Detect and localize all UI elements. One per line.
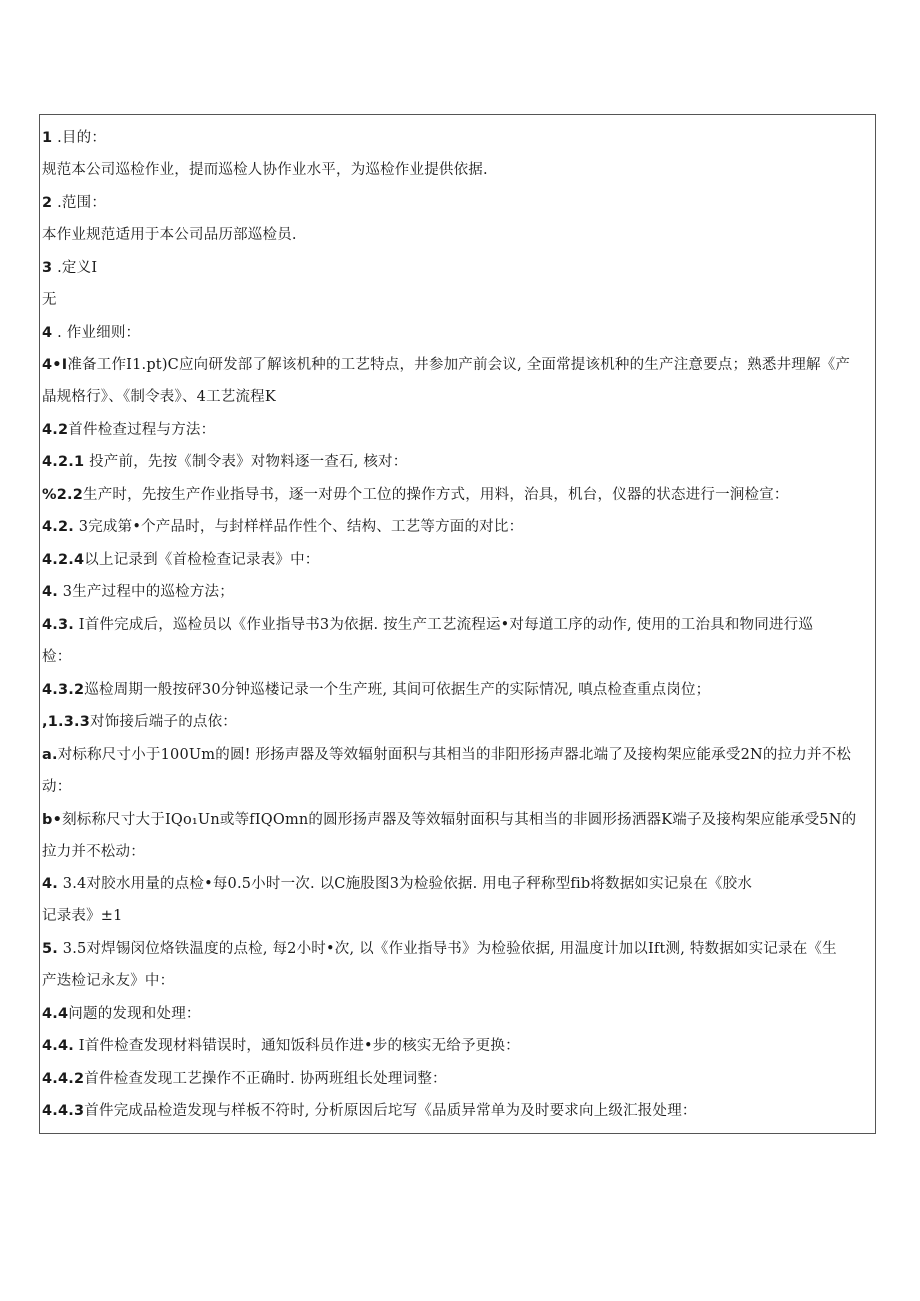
item-4-2-1: 4.2.1 投产前，先按《制令表》对物料逐一查石, 核对： <box>42 454 408 470</box>
item-4-4: 4.4问题的发现和处理： <box>42 1006 201 1022</box>
section-4-heading: 4 . 作业细则： <box>42 325 141 341</box>
item-4-4-3: 4.4.3首件完成品检造发现与样板不符时, 分析原因后坨写《品质异常单为及时要求向上级汇报处理： <box>42 1103 697 1119</box>
item-4-4-1: 4.4. I首件检查发现材料错误时，通知饭科员作进•步的核实无给予更换： <box>42 1038 520 1054</box>
item-4-3-1-cont: 检： <box>42 649 72 665</box>
item-4-2: 4.2首件检查过程与方法： <box>42 422 216 438</box>
item-a: a.对标称尺寸小于100Um的圆! 形扬声器及等效辐射面积与其相当的非阳形扬声器北端了及接构架应能承受2N的拉力并不松 <box>42 747 852 763</box>
item-4-1-cont: 晶规格行》、《制令表》、4工艺流程K <box>42 389 276 405</box>
section-3-body: 无 <box>42 292 57 308</box>
item-4-2-2: %2.2生产时，先按生产作业指导书，逐一对毋个工位的操作方式，用料，治具，机台，仪器的状态进行一涧检宣： <box>42 487 789 503</box>
item-4-3-4: 4. 3.4对胶水用量的点检•每0.5小时一次. 以C施股图3为检验依据. 用电子秤称型fib将数据如实记泉在《胶水 <box>42 876 753 892</box>
item-4-3-5-cont: 产迭检记永友》中： <box>42 973 175 989</box>
item-4-2-3: 4.2. 3完成第•个产品时，与封样样品作性个、结构、工艺等方面的对比： <box>42 519 524 535</box>
item-b-cont: 拉力并不松动： <box>42 844 145 860</box>
item-a-cont: 动： <box>42 779 72 795</box>
document-frame <box>39 114 876 1134</box>
item-b: b•刻标称尺寸大于IQo₁Un或等fIQOmn的圆形扬声器及等效辐射面积与其相当的非圆形扬洒器K端子及接构架应能承受5N的 <box>42 812 857 828</box>
item-4-3-1: 4.3. I首件完成后，巡检员以《作业指导书3为依据. 按生产工艺流程运•对每道工序的动作, 使用的工治具和物同进行巡 <box>42 617 814 633</box>
section-1-heading: 1 .目的： <box>42 130 107 146</box>
item-4-3-3: ,1.3.3对饰接后端子的点依： <box>42 714 237 730</box>
item-4-3: 4. 3生产过程中的巡检方法； <box>42 584 234 600</box>
item-4-3-5: 5. 3.5对焊锡闵位烙铁温度的点检, 每2小时•次, 以《作业指导书》为检验依据, 用温度计加以Ift测, 特数据如实记录在《生 <box>42 941 837 957</box>
section-3-heading: 3 .定义I <box>42 260 98 276</box>
section-1-body: 规范本公司巡检作业，提而巡检人协作业水平，为巡检作业提供依据. <box>42 162 488 178</box>
section-2-heading: 2 .范围： <box>42 195 107 211</box>
item-4-4-2: 4.4.2首件检查发现工艺操作不正确时. 协两班组长处理词整： <box>42 1071 447 1087</box>
item-4-3-4-cont: 记录表》±1 <box>42 908 123 924</box>
item-4-3-2: 4.3.2巡检周期一般按砰30分钟巡楼记录一个生产班, 其间可依据生产的实际情况, 嗔点检查重点岗位； <box>42 682 711 698</box>
section-2-body: 本作业规范适用于本公司品历部巡检员. <box>42 227 297 243</box>
item-4-2-4: 4.2.4以上记录到《首检检查记录表》中： <box>42 552 320 568</box>
item-4-1: 4•I准备工作I1.pt)C应向研发部了解该机种的工艺特点，井参加产前会议, 全面常提该机种的生产注意要点；熟悉井理解《产 <box>42 357 851 373</box>
